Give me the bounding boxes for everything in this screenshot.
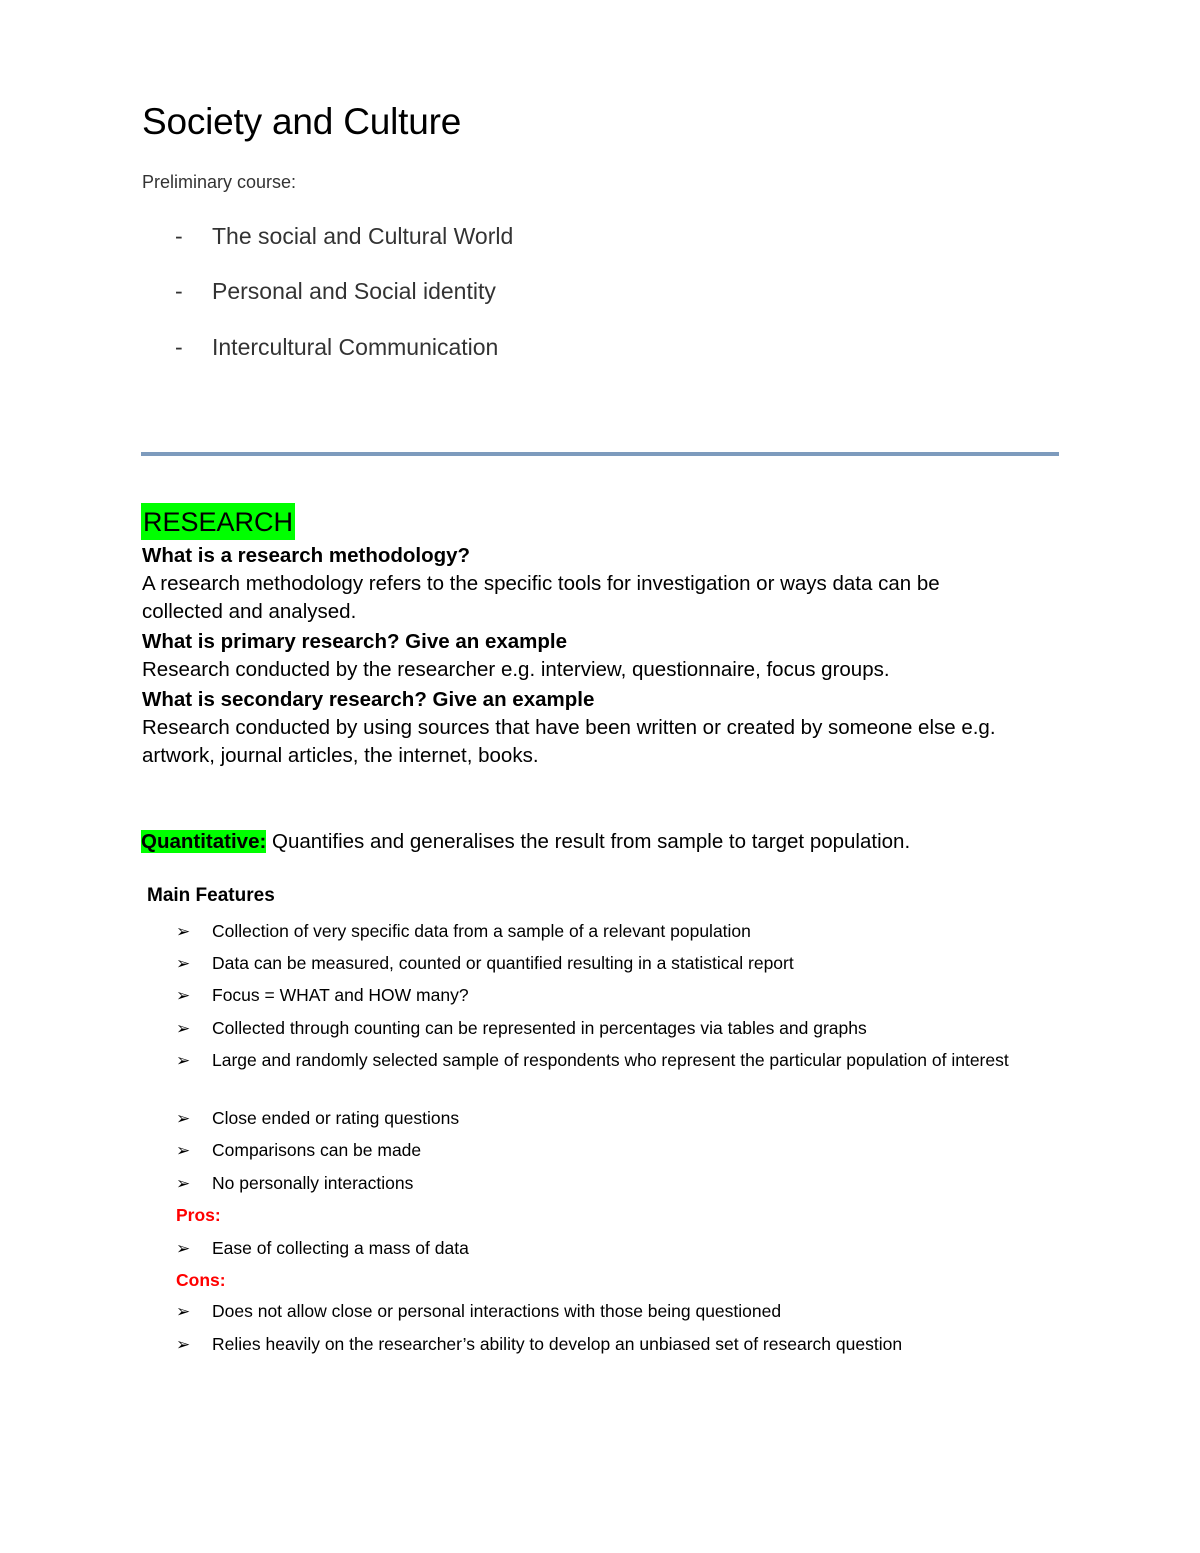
topic-label: The social and Cultural World bbox=[212, 223, 514, 249]
arrow-bullet-icon: ➢ bbox=[176, 1109, 191, 1128]
answer-methodology-line2: collected and analysed. bbox=[142, 600, 357, 623]
dash-marker: - bbox=[175, 278, 183, 304]
arrow-bullet-icon: ➢ bbox=[176, 1174, 191, 1193]
arrow-bullet-icon: ➢ bbox=[176, 1141, 191, 1160]
arrow-bullet-icon: ➢ bbox=[176, 1302, 191, 1321]
arrow-bullet-icon: ➢ bbox=[176, 1051, 191, 1070]
research-heading: RESEARCH bbox=[141, 503, 295, 540]
answer-methodology-line1: A research methodology refers to the specific tools for investigation or ways data can be bbox=[142, 572, 940, 595]
page-subtitle: Preliminary course: bbox=[142, 172, 297, 192]
arrow-bullet-icon: ➢ bbox=[176, 1335, 191, 1354]
quantitative-text: Quantifies and generalises the result from sample to target population. bbox=[266, 830, 911, 853]
arrow-bullet-icon: ➢ bbox=[176, 1239, 191, 1258]
feature-bullet bbox=[176, 1171, 1056, 1196]
feature-bullet bbox=[176, 1106, 1056, 1131]
quantitative-definition bbox=[141, 828, 910, 856]
topic-item bbox=[175, 278, 496, 305]
topic-item bbox=[175, 223, 513, 250]
dash-marker: - bbox=[175, 334, 183, 360]
arrow-bullet-icon: ➢ bbox=[176, 1019, 191, 1038]
main-features-heading: Main Features bbox=[147, 885, 275, 906]
topic-label: Personal and Social identity bbox=[212, 278, 496, 304]
arrow-bullet-icon: ➢ bbox=[176, 954, 191, 973]
question-methodology: What is a research methodology? bbox=[142, 544, 471, 567]
feature-bullet bbox=[176, 1138, 1056, 1163]
feature-text: No personally interactions bbox=[212, 1173, 414, 1193]
pros-bullet bbox=[176, 1236, 1056, 1261]
feature-text: Collected through counting can be represented in percentages via tables and graphs bbox=[212, 1018, 867, 1038]
feature-bullet bbox=[176, 983, 1056, 1008]
arrow-bullet-icon: ➢ bbox=[176, 986, 191, 1005]
feature-text: Focus = WHAT and HOW many? bbox=[212, 985, 469, 1005]
dash-marker: - bbox=[175, 223, 183, 249]
pros-label: Pros: bbox=[176, 1205, 221, 1225]
arrow-bullet-icon: ➢ bbox=[176, 922, 191, 941]
answer-secondary-line1: Research conducted by using sources that have been written or created by someone else e.g. bbox=[142, 716, 996, 739]
feature-bullet bbox=[176, 919, 1056, 944]
cons-text: Relies heavily on the researcher’s ability to develop an unbiased set of research question bbox=[212, 1334, 903, 1354]
pros-text: Ease of collecting a mass of data bbox=[212, 1238, 469, 1258]
answer-secondary-line2: artwork, journal articles, the internet, books. bbox=[142, 744, 539, 767]
feature-bullet bbox=[176, 1016, 1056, 1041]
quantitative-label: Quantitative: bbox=[141, 830, 267, 853]
feature-text: Comparisons can be made bbox=[212, 1140, 422, 1160]
cons-bullet bbox=[176, 1299, 1056, 1324]
question-secondary: What is secondary research? Give an example bbox=[142, 688, 595, 711]
page-title: Society and Culture bbox=[142, 101, 462, 142]
horizontal-rule bbox=[141, 452, 1059, 456]
answer-primary: Research conducted by the researcher e.g. interview, questionnaire, focus groups. bbox=[142, 658, 890, 681]
feature-text: Collection of very specific data from a sample of a relevant population bbox=[212, 921, 751, 941]
feature-text: Close ended or rating questions bbox=[212, 1108, 460, 1128]
cons-bullet bbox=[176, 1332, 1056, 1357]
feature-text: Data can be measured, counted or quantified resulting in a statistical report bbox=[212, 953, 794, 973]
question-primary: What is primary research? Give an example bbox=[142, 630, 567, 653]
feature-bullet bbox=[176, 1048, 1056, 1073]
topic-label: Intercultural Communication bbox=[212, 334, 499, 360]
cons-text: Does not allow close or personal interactions with those being questioned bbox=[212, 1301, 782, 1321]
feature-text: Large and randomly selected sample of respondents who represent the particular population of interest bbox=[212, 1050, 1009, 1070]
topic-item bbox=[175, 334, 498, 361]
feature-bullet bbox=[176, 951, 1056, 976]
cons-label: Cons: bbox=[176, 1270, 226, 1290]
